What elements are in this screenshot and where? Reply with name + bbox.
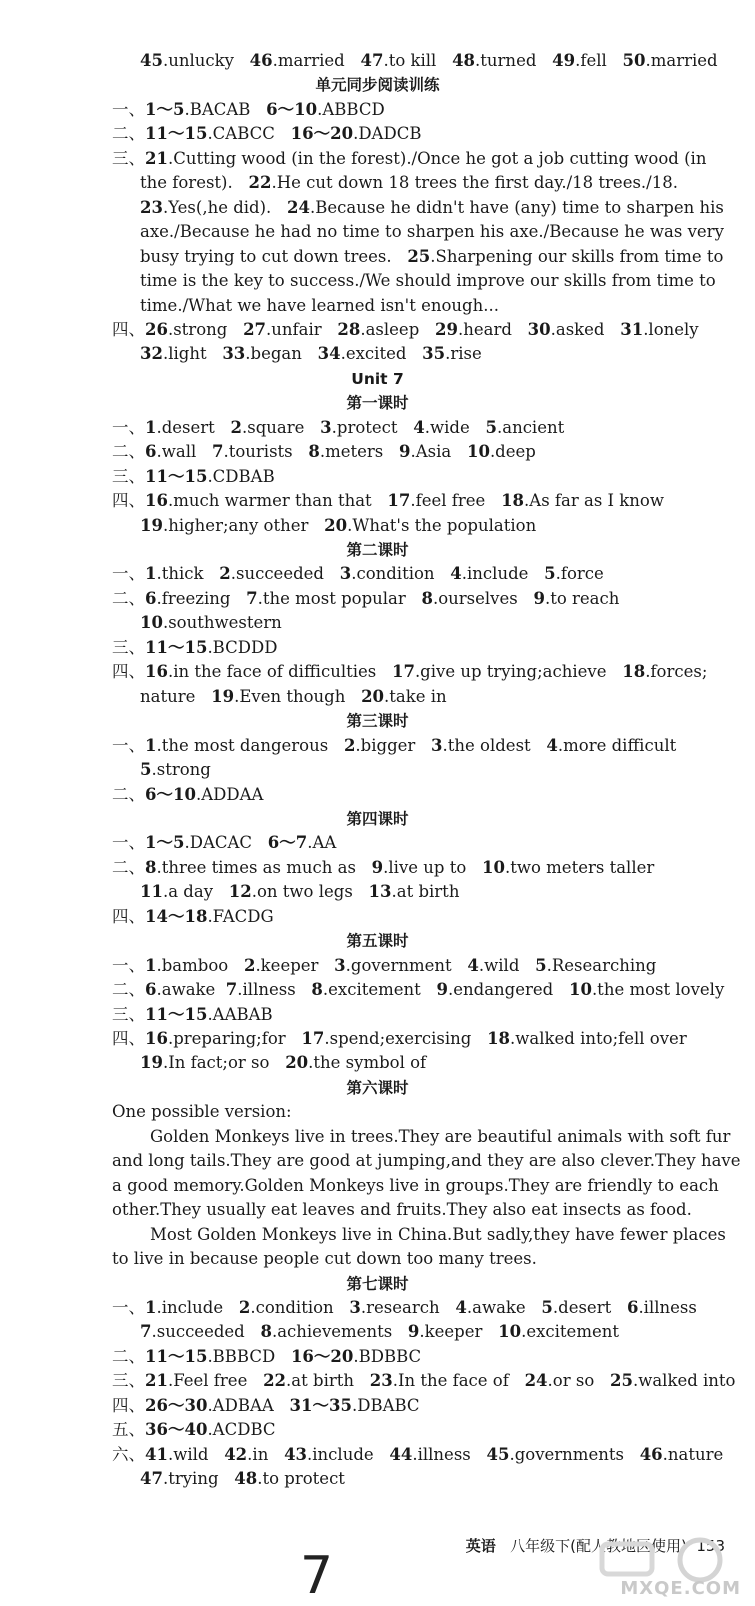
answer-line: 四、16.much warmer than that 17.feel free 18.As far as I know: [112, 491, 664, 511]
answer-line: 三、21.Cutting wood (in the forest)./Once he got a job cutting wood (in: [112, 148, 707, 168]
answer-line: 23.Yes(,he did). 24.Because he didn't have (any) time to sharpen his: [140, 197, 724, 217]
answer-line: Golden Monkeys live in trees.They are beautiful animals with soft fur: [150, 1126, 731, 1146]
answer-line: 一、1.the most dangerous 2.bigger 3.the oldest 4.more difficult: [112, 735, 677, 755]
answer-line: 二、6.freezing 7.the most popular 8.ourselves 9.to reach: [112, 588, 620, 608]
answer-line: 7.succeeded 8.achievements 9.keeper 10.excitement: [140, 1322, 619, 1342]
footer-grade: 八年级下(配人教地区使用): [510, 1537, 687, 1555]
answer-line: 三、11～15.BCDDD: [112, 637, 278, 657]
answer-line: 5.strong: [140, 760, 211, 780]
answer-line: busy trying to cut down trees. 25.Sharpening our skills from time to: [140, 246, 724, 266]
answer-line: One possible version:: [112, 1102, 292, 1122]
answer-line: axe./Because he had no time to sharpen his axe./Because he was very: [140, 222, 724, 242]
answer-line: 四、16.preparing;for 17.spend;exercising 18.walked into;fell over: [112, 1029, 687, 1048]
answer-line: 一、1.bamboo 2.keeper 3.government 4.wild 5.Researching: [112, 955, 657, 975]
answer-line: the forest). 22.He cut down 18 trees the first day./18 trees./18.: [140, 173, 678, 193]
section-heading: 第一课时: [346, 394, 409, 413]
answer-line: 二、8.three times as much as 9.live up to 10.two meters taller: [112, 857, 655, 877]
answer-line: 19.In fact;or so 20.the symbol of: [140, 1053, 427, 1073]
answer-line: 二、6.awake 7.illness 8.excitement 9.endangered 10.the most lovely: [112, 980, 725, 1000]
section-heading: Unit 7: [351, 369, 404, 388]
answer-line: 10.southwestern: [140, 613, 282, 633]
answer-line: 一、1～5.DACAC 6～7.AA: [112, 833, 337, 853]
answer-line: 47.trying 48.to protect: [140, 1469, 345, 1489]
answer-line: 四、26～30.ADBAA 31～35.DBABC: [112, 1395, 420, 1415]
answer-line: to live in because people cut down too many trees.: [112, 1249, 537, 1269]
answer-line: 六、41.wild 42.in 43.include 44.illness 45.governments 46.nature: [112, 1444, 724, 1464]
answer-line: 二、6.wall 7.tourists 8.meters 9.Asia 10.deep: [112, 442, 536, 462]
answer-line: 三、21.Feel free 22.at birth 23.In the face of 24.or so 25.walked into: [112, 1371, 736, 1391]
answer-line: 四、16.in the face of difficulties 17.give up trying;achieve 18.forces;: [112, 662, 708, 682]
answer-line: 五、36～40.ACDBC: [112, 1420, 276, 1440]
answer-line: 二、11～15.CABCC 16～20.DADCB: [112, 124, 422, 144]
answer-line: 二、6～10.ADDAA: [112, 784, 264, 804]
section-heading: 第五课时: [346, 932, 409, 951]
answer-line: 三、11～15.AABAB: [112, 1004, 273, 1024]
section-heading: 单元同步阅读训练: [315, 76, 440, 95]
answer-line: 一、1.desert 2.square 3.protect 4.wide 5.ancient: [112, 417, 565, 437]
answer-line: 19.higher;any other 20.What's the population: [140, 515, 537, 535]
footer-subject: 英语: [465, 1537, 496, 1555]
answer-line: 二、11～15.BBBCD 16～20.BDBBC: [112, 1346, 422, 1366]
handwritten-mark: 7: [300, 1546, 334, 1606]
answer-line: nature 19.Even though 20.take in: [140, 686, 447, 706]
section-heading: 第三课时: [346, 712, 409, 731]
answer-line: other.They usually eat leaves and fruits.They also eat insects as food.: [112, 1200, 692, 1220]
section-heading: 第六课时: [346, 1078, 409, 1097]
answer-line: time./What we have learned isn't enough...: [140, 295, 499, 315]
footer-page-number: 153: [696, 1537, 725, 1555]
answer-line: 11.a day 12.on two legs 13.at birth: [140, 882, 460, 902]
answer-line: 32.light 33.began 34.excited 35.rise: [140, 344, 482, 364]
answer-line: a good memory.Golden Monkeys live in groups.They are friendly to each: [112, 1175, 719, 1195]
section-heading: 第七课时: [346, 1274, 409, 1293]
answer-line: 一、1.thick 2.succeeded 3.condition 4.include 5.force: [112, 564, 604, 584]
watermark-text: MXQE.COM: [620, 1578, 741, 1599]
answer-line: 四、14～18.FACDG: [112, 906, 274, 926]
section-heading: 第二课时: [346, 541, 409, 559]
answer-line: 四、26.strong 27.unfair 28.asleep 29.heard 30.asked 31.lonely: [112, 319, 699, 339]
answer-line: 45.unlucky 46.married 47.to kill 48.turned 49.fell 50.married: [140, 51, 718, 70]
answer-line: Most Golden Monkeys live in China.But sadly,they have fewer places: [150, 1224, 726, 1244]
answer-line: 三、11～15.CDBAB: [112, 466, 275, 486]
answer-line: time is the key to success./We should improve our skills from time to: [140, 271, 716, 291]
answer-line: 一、1.include 2.condition 3.research 4.awake 5.desert 6.illness: [112, 1297, 697, 1317]
answer-line: 一、1～5.BACAB 6～10.ABBCD: [112, 99, 385, 119]
section-heading: 第四课时: [346, 809, 409, 828]
answer-line: and long tails.They are good at jumping,and they are also clever.They have: [112, 1151, 741, 1171]
